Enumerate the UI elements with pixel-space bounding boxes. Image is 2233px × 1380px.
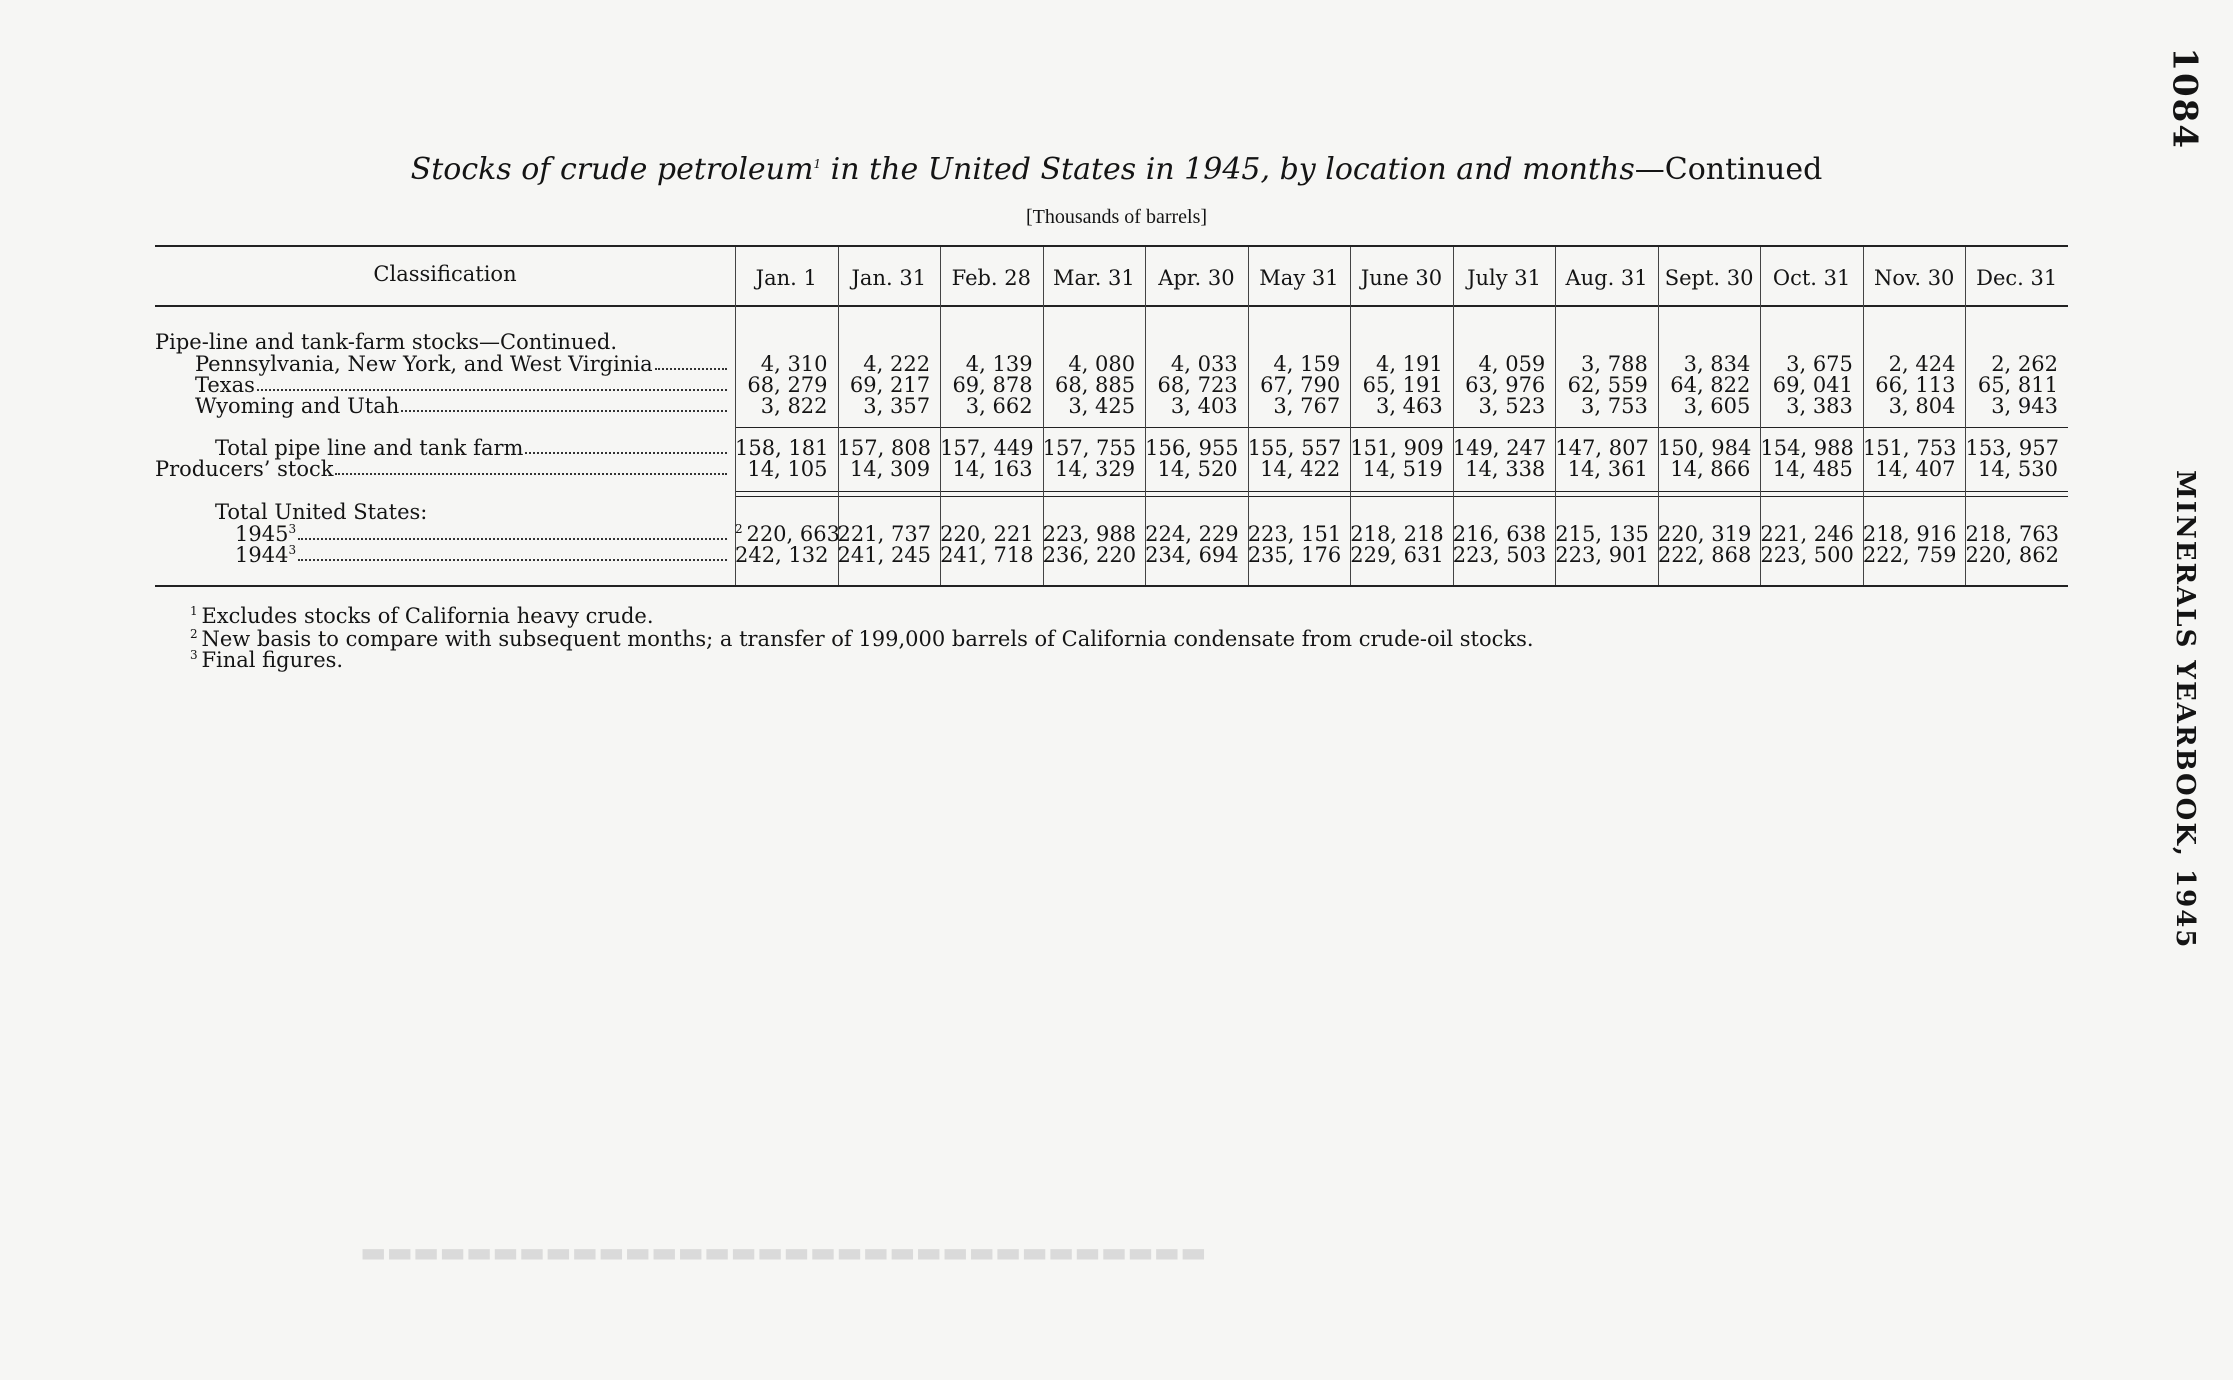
table-cell: 68, 279 [747, 373, 828, 397]
table-cell: 158, 181 [735, 436, 829, 460]
table-cell: 150, 984 [1657, 436, 1752, 460]
footnote-mark: 2 [190, 627, 202, 641]
table-cell: 69, 878 [952, 373, 1033, 397]
title-main: Stocks of crude petroleum [410, 152, 814, 187]
table-cell: 64, 822 [1670, 373, 1751, 397]
table-cell: 14, 519 [1362, 457, 1443, 481]
cell-value: 241, 245 [837, 543, 932, 567]
cell-value: 218, 218 [1350, 522, 1444, 546]
cell-value: 223, 901 [1555, 543, 1649, 567]
table-cell [1043, 543, 1136, 567]
table-cell: 3, 804 [1888, 394, 1956, 418]
cell-value: 220, 862 [1965, 543, 2059, 567]
table-cell: 3, 425 [1068, 394, 1136, 418]
table-cell: 3, 767 [1273, 394, 1341, 418]
table-cell: 149, 247 [1452, 436, 1547, 460]
table-cell: 3, 834 [1683, 352, 1751, 376]
cell-value: 220, 221 [940, 522, 1034, 546]
section-heading: Pipe-line and tank-farm stocks—Continued. [155, 330, 617, 354]
cell-value: 218, 763 [1965, 522, 2059, 546]
cell-value: 223, 988 [1042, 522, 1137, 546]
table-cell [1760, 543, 1853, 567]
table-cell: 3, 675 [1786, 352, 1853, 376]
table-cell: 155, 557 [1247, 436, 1342, 460]
table-cell: 62, 559 [1567, 373, 1648, 397]
table-cell: 14, 361 [1567, 457, 1648, 481]
cell-value: 222, 868 [1657, 543, 1752, 567]
table-cell: 147, 807 [1555, 436, 1649, 460]
total-double-rule-2 [735, 496, 2068, 497]
table-cell: 2, 424 [1888, 352, 1956, 376]
table-cell: 3, 788 [1581, 352, 1648, 376]
table-cell: 4, 310 [760, 352, 828, 376]
table-cell: 3, 753 [1581, 394, 1648, 418]
show-through-ghost-header: ▬▬▬▬▬▬▬▬▬▬▬▬▬▬▬▬▬▬▬▬▬▬▬▬▬▬▬▬▬▬▬▬ [360, 1240, 1207, 1273]
table-cell: 65, 811 [1977, 373, 2058, 397]
cell-value: 224, 229 [1145, 522, 1239, 546]
table-bottom-rule [155, 585, 2068, 587]
table-cell: 14, 309 [849, 457, 931, 481]
cell-value: 220, 319 [1657, 522, 1752, 546]
table-cell: 4, 159 [1273, 352, 1341, 376]
footnote-mark: 1 [190, 604, 202, 618]
table-cell: 4, 033 [1170, 352, 1238, 376]
column-header: Dec. 31 [1976, 266, 2058, 290]
cell-value: 221, 246 [1760, 522, 1854, 546]
footnote-text: New basis to compare with subsequent months; a transfer of 199,000 barrels of California condensate from crude-oil stocks. [201, 627, 1534, 651]
table-cell: 157, 755 [1042, 436, 1137, 460]
table-cell [1965, 543, 2058, 567]
cell-value: 223, 500 [1760, 543, 1854, 567]
table-cell: 69, 217 [849, 373, 931, 397]
cell-value: 218, 916 [1862, 522, 1957, 546]
table-cell: 156, 955 [1145, 436, 1239, 460]
table-cell: 3, 822 [760, 394, 828, 418]
table-cell: 157, 449 [940, 436, 1034, 460]
footnote [190, 604, 654, 628]
table-cell [1658, 543, 1751, 567]
footnote [190, 627, 1534, 651]
leader-dots [655, 352, 727, 370]
cell-value: 216, 638 [1452, 522, 1547, 546]
table-cell [1863, 543, 1956, 567]
table-cell: 69, 041 [1772, 373, 1853, 397]
table-cell: 14, 407 [1875, 457, 1956, 481]
cell-value: 235, 176 [1247, 543, 1342, 567]
cell-value: 242, 132 [735, 543, 829, 567]
table-cell: 14, 530 [1977, 457, 2058, 481]
column-header: Sept. 30 [1664, 266, 1754, 290]
total-heading: Total United States: [215, 500, 428, 524]
table-cell [735, 543, 828, 567]
table-cell: 3, 463 [1375, 394, 1443, 418]
table-cell: 4, 080 [1068, 352, 1136, 376]
cell-value: 234, 694 [1145, 543, 1239, 567]
cell-value: 220, 663 [746, 522, 840, 546]
table-cell [838, 543, 931, 567]
row-label-text: Total pipe line and tank farm [215, 436, 524, 460]
table-cell: 3, 605 [1683, 394, 1751, 418]
cell-value: 241, 718 [940, 543, 1034, 567]
table-cell: 154, 988 [1760, 436, 1854, 460]
header-bottom-rule [155, 305, 2068, 307]
running-head: MINERALS YEARBOOK, 1945 [2170, 470, 2200, 950]
column-header: Jan. 1 [755, 266, 817, 290]
table-cell: 14, 422 [1260, 457, 1341, 481]
table-cell [1350, 543, 1443, 567]
table-cell: 151, 753 [1862, 436, 1957, 460]
footnote-mark: 3 [190, 648, 202, 662]
row-label-text: Texas [195, 373, 255, 397]
column-header: Mar. 31 [1052, 266, 1135, 290]
footnote-text: Excludes stocks of California heavy crude. [201, 604, 654, 628]
title-rest: in the United States in 1945, by location and months [821, 152, 1635, 187]
total-row-label [235, 543, 727, 567]
subtotal-rule [735, 427, 2068, 428]
table-cell [1248, 543, 1341, 567]
table-cell: 2, 262 [1991, 352, 2058, 376]
cell-value: 229, 631 [1350, 543, 1444, 567]
table-cell: 4, 222 [863, 352, 931, 376]
total-row-label-text: 1945$^3$ [235, 522, 297, 546]
table-cell: 157, 808 [837, 436, 932, 460]
cell-value: 223, 151 [1247, 522, 1342, 546]
row-label-text: Pennsylvania, New York, and West Virginia [195, 352, 653, 376]
stub-header: Classification [373, 262, 517, 286]
footnote [190, 648, 343, 672]
table-cell: 4, 191 [1375, 352, 1443, 376]
column-header: May 31 [1259, 266, 1339, 290]
leader-dots [401, 394, 727, 412]
row-label-text: Wyoming and Utah [195, 394, 400, 418]
table-subtitle: [Thousands of barrels] [1025, 206, 1208, 228]
row-label-text: Producers’ stock [155, 457, 334, 481]
table-cell: 68, 723 [1157, 373, 1238, 397]
leader-dots [525, 436, 727, 454]
table-cell [1453, 543, 1546, 567]
table-cell: 3, 357 [863, 394, 931, 418]
table-cell: 4, 139 [965, 352, 1033, 376]
table-cell: 14, 329 [1054, 457, 1136, 481]
cell-value: 223, 503 [1452, 543, 1547, 567]
table-cell: 63, 976 [1465, 373, 1546, 397]
page-number: 1084 [2165, 47, 2205, 150]
title-continued: —Continued [1634, 152, 1823, 187]
table-cell: 14, 866 [1670, 457, 1751, 481]
column-header: Feb. 28 [951, 266, 1032, 290]
table-cell: 14, 520 [1157, 457, 1238, 481]
table-cell [940, 543, 1033, 567]
table-cell: 3, 943 [1991, 394, 2058, 418]
title-footnote-mark: 1 [813, 157, 822, 171]
column-header: Nov. 30 [1873, 266, 1955, 290]
table-cell: 14, 105 [747, 457, 828, 481]
table-cell: 3, 662 [965, 394, 1033, 418]
leader-dots [335, 457, 727, 475]
total-double-rule-1 [735, 491, 2068, 492]
table-cell: 14, 163 [952, 457, 1033, 481]
column-header: Oct. 31 [1772, 266, 1851, 290]
leader-dots [298, 543, 727, 561]
table-cell: 67, 790 [1260, 373, 1341, 397]
footnote-text: Final figures. [201, 648, 344, 672]
table-cell [1145, 543, 1238, 567]
total-row-label-text: 1944$^3$ [235, 543, 297, 567]
row-label [155, 457, 727, 481]
table-cell: 14, 485 [1772, 457, 1853, 481]
cell-value: 215, 135 [1555, 522, 1649, 546]
cell-value: 222, 759 [1862, 543, 1957, 567]
column-header: July 31 [1467, 266, 1541, 290]
table-top-rule [155, 245, 2068, 247]
column-header: June 30 [1360, 266, 1443, 290]
table-cell: 4, 059 [1478, 352, 1546, 376]
table-cell: 14, 338 [1465, 457, 1546, 481]
column-header: Apr. 30 [1158, 266, 1235, 290]
cell-value: 236, 220 [1042, 543, 1137, 567]
table-cell: 3, 523 [1478, 394, 1546, 418]
table-cell: 66, 113 [1875, 373, 1956, 397]
table-cell: 65, 191 [1362, 373, 1443, 397]
table-cell: 151, 909 [1350, 436, 1444, 460]
table-cell: 3, 403 [1170, 394, 1238, 418]
footnote-mark: 2 [735, 522, 747, 536]
leader-dots [298, 522, 727, 540]
row-label [195, 394, 727, 418]
column-header: Aug. 31 [1565, 266, 1648, 290]
footnote-mark: 3 [288, 543, 297, 557]
footnote-mark: 3 [288, 522, 297, 536]
table-cell [1555, 543, 1648, 567]
table-cell: 153, 957 [1965, 436, 2059, 460]
column-header: Jan. 31 [851, 266, 927, 290]
table-cell: 3, 383 [1786, 394, 1853, 418]
leader-dots [257, 373, 727, 391]
table-cell: 68, 885 [1054, 373, 1136, 397]
cell-value: 221, 737 [837, 522, 932, 546]
